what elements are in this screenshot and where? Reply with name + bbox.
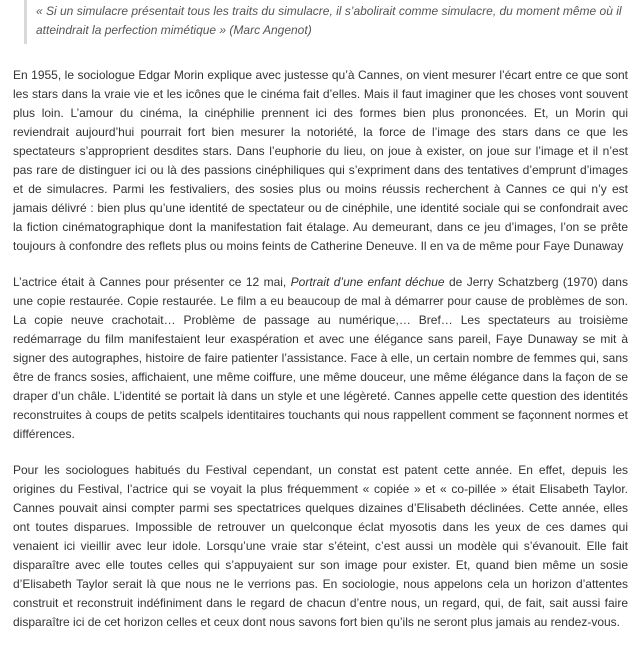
paragraph-2-rest: de Jerry Schatzberg (1970) dans une copie restaurée. Copie restaurée. Le film a eu beaucoup de mal à démarrer pour cause de problèmes de son. La copie neuve crachotait… Problème de passage au numérique,… Bref… Les spectateurs au troisième redémarrage du film manifestaient leur exaspération et avec une élégance sans pareil, Faye Dunaway se mit à signer des autographes, histoire de faire patienter l’assistance. Face à elle, un certain nombre de femmes qui, sans être de francs sosies, affichaient, une même coiffure, une même douceur, une même élégance dans la façon de se draper d’un châle. L’identité se portait là dans un style et une légèreté. Cannes appelle cette question des identités reconstruites à coups de petits scalpels identitaires touchants qui nous rappellent comment se façonnent normes et différences. — [13, 275, 628, 441]
paragraph-elisabeth-taylor: Pour les sociologues habitués du Festival cependant, un constat est patent cette année. En effet, depuis les origines du Festival, l’actrice qui se voyait la plus fréquemment « copiée » et « co-pillée » était Elisabeth Taylor. Cannes pouvait ainsi compter parmi ses spectatrices quelques dizaines d’Elisabeth déclinées. Cette année, elles ont toutes disparues. Impossible de retrouver un quelconque éclat myosotis dans les yeux de ces dames qui venaient ici vieillir avec leur idole. Lorsqu’une vraie star s’éteint, c’est aussi un modèle qui s’évanouit. Elle fait disparaître avec elle toutes celles qui s’appuyaient sur son image pour exister. Et, quand bien même un sosie d’Elisabeth Taylor serait là que nous ne le verrions pas. En sociologie, nous appelons cela un horizon d’attentes construit et reconstruit indéfiniment dans le regard de chacun d’entre nous, un regard, qui, de fait, sait aussi faire disparaître ici de cet horizon celles et ceux dont nous savons fort bien qu’ils ne seront plus jamais au rendez-vous. — [13, 463, 628, 629]
article-body — [13, 66, 628, 649]
paragraph-faye-dunaway — [13, 273, 628, 444]
epigraph-quote: « Si un simulacre présentait tous les traits du simulacre, il s’abolirait comme simulacre, du moment même où il atteindrait la perfection mimétique » (Marc Angenot) — [24, 0, 624, 44]
paragraph-2-intro: L’actrice était à Cannes pour présenter ce 12 mai, — [13, 275, 291, 289]
paragraph-edgar-morin: En 1955, le sociologue Edgar Morin explique avec justesse qu’à Cannes, on vient mesurer l’écart entre ce que sont les stars dans la vraie vie et les icônes que le cinéma fait d’elles. Mais il faut imaginer que les choses vont souvent plus loin. L’amour du cinéma, la cinéphilie prennent ici des formes bien plus prononcées. Et, un Morin qui reviendrait aujourd’hui pourrait fort bien mesurer la notoriété, la force de l’image des stars dans ce que les spectateurs s’approprient desdites stars. Dans l’euphorie du lieu, on joue à exister, on joue sur l’image et il n’est pas rare de distinguer ici ou là des passions cinéphiliques qui s’expriment dans des tentatives d’emprunt d’images et de simulacres. Parmi les festivaliers, des sosies plus ou moins réussis recherchent à Cannes ce qui n’y est jamais délivré : bien plus qu’une identité de spectateur ou de cinéphile, une identité sociale qui se confondrait avec la fiction cinématographique dont la manifestation fait étalage. Au demeurant, dans ce jeu d’images, l’on se prête toujours à confondre des reflets plus ou moins feints de Catherine Deneuve. Il en va de même pour Faye Dunaway — [13, 68, 628, 253]
film-title: Portrait d’une enfant déchue — [290, 275, 445, 289]
